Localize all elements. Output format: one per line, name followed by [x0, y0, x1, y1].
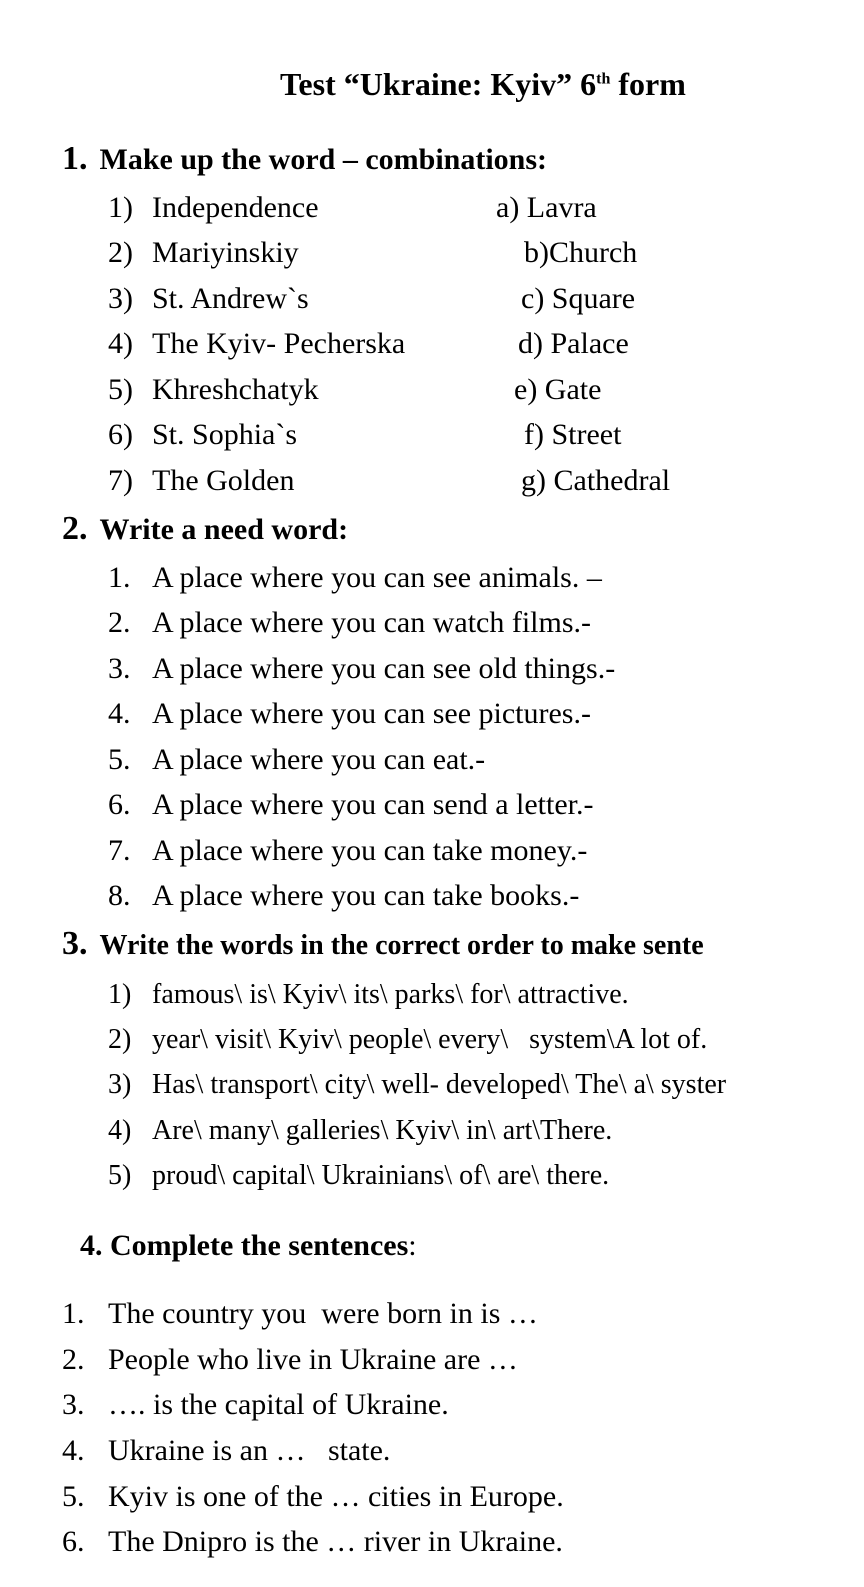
item-text: year\ visit\ Kyiv\ people\ every\ system\A lot of.: [152, 1024, 708, 1055]
item-text: Ukraine is an … state.: [108, 1434, 391, 1467]
task1-left-item: [108, 464, 294, 498]
item-text: famous\ is\ Kyiv\ its\ parks\ for\ attractive.: [152, 979, 629, 1010]
task1-right-item: f) Street: [524, 418, 622, 451]
item-text: Has\ transport\ city\ well- developed\ The\ a\ syster: [152, 1069, 727, 1100]
item-text: …. is the capital of Ukraine.: [108, 1388, 449, 1421]
task4-heading: [80, 1229, 417, 1263]
item-number: 5): [108, 1160, 132, 1191]
task1-right-item: a) Lavra: [496, 191, 597, 224]
item-number: 4.: [62, 1434, 85, 1467]
item-number: 3): [108, 1069, 132, 1100]
task2-item: [108, 697, 591, 731]
task4-item: [62, 1297, 538, 1331]
task3-item: [108, 1023, 707, 1057]
task1-heading: [62, 140, 547, 179]
item-text: A place where you can watch films.-: [152, 606, 591, 639]
item-text: Independence: [152, 191, 319, 224]
task3-item: [108, 978, 629, 1012]
title-suffix: form: [610, 66, 686, 102]
task3-number: 3.: [62, 925, 88, 962]
item-number: 3.: [108, 652, 131, 685]
item-text: proud\ capital\ Ukrainians\ of\ are\ there.: [152, 1160, 610, 1191]
task4-item: [62, 1343, 518, 1377]
task4-item: [62, 1525, 563, 1559]
item-text: Khreshchatyk: [152, 373, 319, 406]
item-number: 7): [108, 464, 133, 497]
task1-right-item: e) Gate: [514, 373, 602, 406]
item-number: 1): [108, 979, 132, 1010]
item-number: 8.: [108, 879, 131, 912]
task1-left-item: [108, 373, 319, 407]
item-text: A place where you can see old things.-: [152, 652, 616, 685]
item-text: The Kyiv- Pecherska: [152, 327, 406, 360]
item-text: The Golden: [152, 464, 295, 497]
item-text: A place where you can take books.-: [152, 879, 580, 912]
task2-item: [108, 834, 587, 868]
item-number: 5.: [108, 743, 131, 776]
item-text: A place where you can see animals. –: [152, 561, 602, 594]
task2-item: [108, 788, 593, 822]
item-number: 2.: [62, 1343, 85, 1376]
task4-item: [62, 1388, 449, 1422]
task3-item: [108, 1114, 612, 1148]
item-text: Mariyinskiy: [152, 236, 299, 269]
task3-heading-text: Write the words in the correct order to make sente: [99, 930, 704, 961]
task4-heading-colon: :: [408, 1229, 417, 1262]
item-text: A place where you can see pictures.-: [152, 697, 591, 730]
item-number: 6.: [108, 788, 131, 821]
title-text: Test “Ukraine: Kyiv” 6: [280, 66, 597, 102]
item-text: The country you were born in is …: [108, 1297, 538, 1330]
task2-item: [108, 652, 615, 686]
item-text: The Dnipro is the … river in Ukraine.: [108, 1525, 563, 1558]
task3-item: [108, 1068, 726, 1102]
page-title: [280, 66, 686, 103]
task1-number: 1.: [62, 140, 88, 177]
item-text: St. Andrew`s: [152, 282, 309, 315]
task2-heading: [62, 510, 348, 549]
item-number: 4.: [108, 697, 131, 730]
item-number: 5): [108, 373, 133, 406]
task1-left-item: [108, 327, 405, 361]
item-number: 7.: [108, 834, 131, 867]
item-text: A place where you can send a letter.-: [152, 788, 594, 821]
task1-right-item: c) Square: [521, 282, 636, 315]
item-text: People who live in Ukraine are …: [108, 1343, 518, 1376]
task2-item: [108, 743, 485, 777]
task3-heading: [62, 925, 704, 965]
item-number: 2): [108, 1024, 132, 1055]
task2-item: [108, 561, 602, 595]
item-number: 4): [108, 327, 133, 360]
item-number: 3.: [62, 1388, 85, 1421]
task4-item: [62, 1480, 564, 1514]
item-number: 1.: [108, 561, 131, 594]
item-number: 6.: [62, 1525, 85, 1558]
item-text: Are\ many\ galleries\ Kyiv\ in\ art\There.: [152, 1115, 613, 1146]
item-number: 2.: [108, 606, 131, 639]
item-text: A place where you can eat.-: [152, 743, 486, 776]
item-text: St. Sophia`s: [152, 418, 298, 451]
task1-right-item: g) Cathedral: [521, 464, 671, 497]
task1-right-item: d) Palace: [518, 327, 629, 360]
task1-left-item: [108, 191, 319, 225]
task1-right-item: b)Church: [524, 236, 638, 269]
task4-item: [62, 1434, 390, 1468]
item-number: 5.: [62, 1480, 85, 1513]
task2-number: 2.: [62, 510, 88, 547]
task2-item: [108, 879, 579, 913]
item-number: 2): [108, 236, 133, 269]
task4-heading-text: 4. Complete the sentences: [80, 1229, 409, 1262]
item-number: 1.: [62, 1297, 85, 1330]
item-text: Kyiv is one of the … cities in Europe.: [108, 1480, 564, 1513]
item-number: 4): [108, 1115, 132, 1146]
item-number: 6): [108, 418, 133, 451]
item-text: A place where you can take money.-: [152, 834, 588, 867]
title-superscript: th: [596, 70, 611, 88]
task3-item: [108, 1159, 609, 1193]
item-number: 1): [108, 191, 133, 224]
task2-heading-text: Write a need word:: [99, 513, 349, 546]
task1-left-item: [108, 418, 297, 452]
task1-heading-text: Make up the word – combinations:: [99, 143, 548, 176]
item-number: 3): [108, 282, 133, 315]
task2-item: [108, 606, 591, 640]
task1-left-item: [108, 282, 309, 316]
task1-left-item: [108, 236, 299, 270]
